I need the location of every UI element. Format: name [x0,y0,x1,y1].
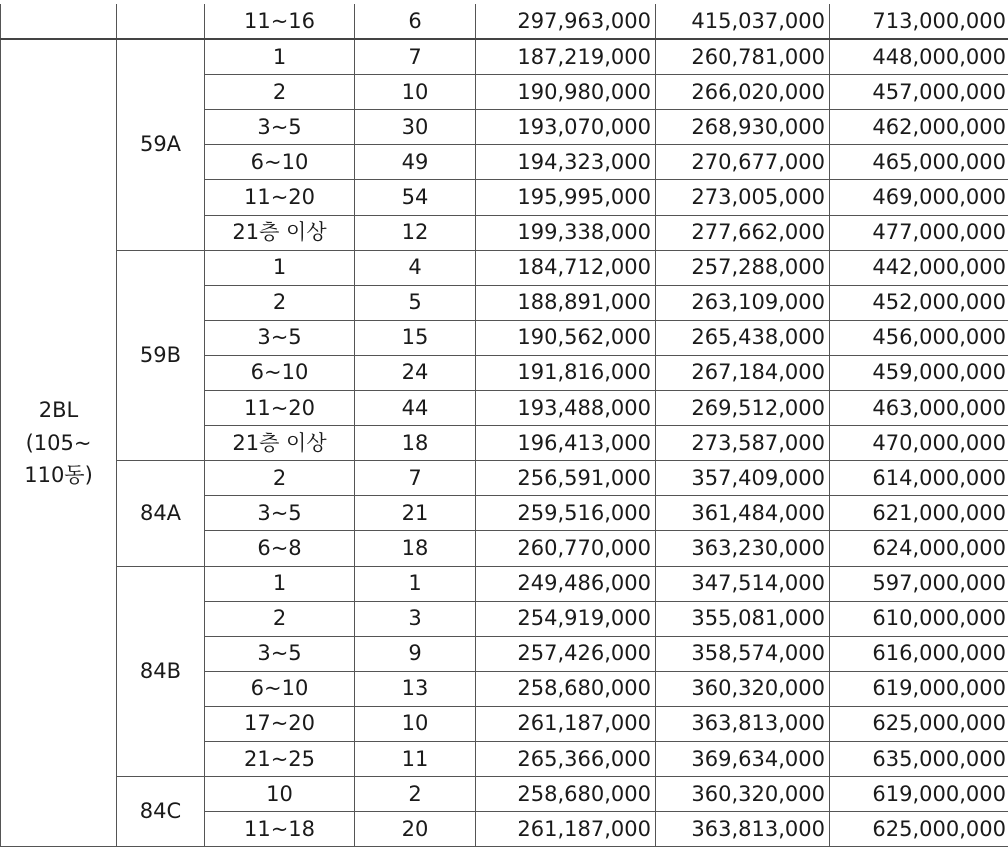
floor-cell: 2 [205,601,355,636]
total-price-cell: 469,000,000 [830,180,1008,215]
price-table [0,4,1008,847]
total-price-cell: 462,000,000 [830,110,1008,145]
units-cell: 13 [355,671,476,706]
land-price-cell: 261,187,000 [476,812,656,847]
units-cell: 20 [355,812,476,847]
total-price-cell: 625,000,000 [830,706,1008,741]
total-price-cell: 619,000,000 [830,671,1008,706]
units-cell: 44 [355,391,476,426]
building-price-cell: 363,230,000 [656,531,830,566]
unit-type-cell: 84C [117,777,205,847]
land-price-cell: 260,770,000 [476,531,656,566]
building-price-cell: 257,288,000 [656,250,830,285]
land-price-cell: 257,426,000 [476,636,656,671]
table-row [1,4,1008,39]
land-price-cell: 254,919,000 [476,601,656,636]
floor-cell: 11~20 [205,180,355,215]
units-cell: 1 [355,566,476,601]
land-price-cell: 199,338,000 [476,215,656,250]
units-cell: 9 [355,636,476,671]
building-price-cell: 360,320,000 [656,671,830,706]
total-price-cell: 459,000,000 [830,355,1008,390]
land-price-cell: 265,366,000 [476,741,656,776]
floor-cell: 6~10 [205,355,355,390]
building-price-cell: 277,662,000 [656,215,830,250]
units-cell: 3 [355,601,476,636]
unit-type-cell: 59B [117,250,205,461]
building-price-cell: 360,320,000 [656,777,830,812]
total-price-cell: 465,000,000 [830,145,1008,180]
building-price-cell: 369,634,000 [656,741,830,776]
block-name-line: (105~ [25,430,92,455]
unit-type-cell: 84B [117,566,205,777]
total-price-cell: 713,000,000 [830,4,1008,39]
table-row [1,39,1008,75]
units-cell: 4 [355,250,476,285]
building-price-cell: 363,813,000 [656,706,830,741]
land-price-cell: 195,995,000 [476,180,656,215]
units-cell: 6 [355,4,476,39]
table-row [1,777,1008,812]
floor-cell: 21층 이상 [205,215,355,250]
total-price-cell: 457,000,000 [830,75,1008,110]
land-price-cell: 297,963,000 [476,4,656,39]
total-price-cell: 456,000,000 [830,320,1008,355]
units-cell: 18 [355,426,476,461]
building-price-cell: 347,514,000 [656,566,830,601]
total-price-cell: 610,000,000 [830,601,1008,636]
floor-cell: 6~10 [205,671,355,706]
total-price-cell: 597,000,000 [830,566,1008,601]
units-cell: 21 [355,496,476,531]
block-name-line: 110동) [24,463,93,488]
floor-cell: 6~10 [205,145,355,180]
building-price-cell: 260,781,000 [656,39,830,75]
building-price-cell: 267,184,000 [656,355,830,390]
land-price-cell: 188,891,000 [476,285,656,320]
building-price-cell: 358,574,000 [656,636,830,671]
land-price-cell: 249,486,000 [476,566,656,601]
land-price-cell: 193,488,000 [476,391,656,426]
unit-type-cell: 84A [117,461,205,566]
total-price-cell: 470,000,000 [830,426,1008,461]
building-price-cell: 270,677,000 [656,145,830,180]
total-price-cell: 619,000,000 [830,777,1008,812]
block-name-cell [1,39,117,847]
land-price-cell: 194,323,000 [476,145,656,180]
unit-type-cell: 59A [117,39,205,250]
units-cell: 10 [355,706,476,741]
table-row [1,250,1008,285]
units-cell: 7 [355,39,476,75]
land-price-cell: 190,562,000 [476,320,656,355]
total-price-cell: 477,000,000 [830,215,1008,250]
total-price-cell: 625,000,000 [830,812,1008,847]
floor-cell: 17~20 [205,706,355,741]
table-row [1,566,1008,601]
building-price-cell: 269,512,000 [656,391,830,426]
floor-cell: 2 [205,75,355,110]
units-cell: 49 [355,145,476,180]
units-cell: 30 [355,110,476,145]
block-cell-empty [1,4,117,39]
floor-cell: 11~20 [205,391,355,426]
floor-cell: 1 [205,250,355,285]
floor-cell: 11~16 [205,4,355,39]
total-price-cell: 442,000,000 [830,250,1008,285]
total-price-cell: 614,000,000 [830,461,1008,496]
total-price-cell: 635,000,000 [830,741,1008,776]
table-row [1,461,1008,496]
floor-cell: 3~5 [205,320,355,355]
units-cell: 5 [355,285,476,320]
land-price-cell: 184,712,000 [476,250,656,285]
total-price-cell: 624,000,000 [830,531,1008,566]
units-cell: 24 [355,355,476,390]
units-cell: 54 [355,180,476,215]
floor-cell: 6~8 [205,531,355,566]
building-price-cell: 266,020,000 [656,75,830,110]
building-price-cell: 273,005,000 [656,180,830,215]
floor-cell: 3~5 [205,636,355,671]
total-price-cell: 616,000,000 [830,636,1008,671]
floor-cell: 2 [205,285,355,320]
land-price-cell: 256,591,000 [476,461,656,496]
building-price-cell: 355,081,000 [656,601,830,636]
building-price-cell: 361,484,000 [656,496,830,531]
block-body [1,39,1008,847]
floor-cell: 3~5 [205,110,355,145]
floor-cell: 1 [205,566,355,601]
building-price-cell: 265,438,000 [656,320,830,355]
floor-cell: 2 [205,461,355,496]
floor-cell: 21층 이상 [205,426,355,461]
floor-cell: 21~25 [205,741,355,776]
units-cell: 2 [355,777,476,812]
floor-cell: 11~18 [205,812,355,847]
land-price-cell: 193,070,000 [476,110,656,145]
units-cell: 18 [355,531,476,566]
building-price-cell: 363,813,000 [656,812,830,847]
total-price-cell: 463,000,000 [830,391,1008,426]
building-price-cell: 268,930,000 [656,110,830,145]
land-price-cell: 259,516,000 [476,496,656,531]
units-cell: 7 [355,461,476,496]
land-price-cell: 196,413,000 [476,426,656,461]
land-price-cell: 258,680,000 [476,671,656,706]
floor-cell: 3~5 [205,496,355,531]
total-price-cell: 448,000,000 [830,39,1008,75]
floor-cell: 10 [205,777,355,812]
building-price-cell: 415,037,000 [656,4,830,39]
total-price-cell: 621,000,000 [830,496,1008,531]
land-price-cell: 261,187,000 [476,706,656,741]
land-price-cell: 190,980,000 [476,75,656,110]
total-price-cell: 452,000,000 [830,285,1008,320]
units-cell: 10 [355,75,476,110]
type-cell-empty [117,4,205,39]
land-price-cell: 187,219,000 [476,39,656,75]
units-cell: 12 [355,215,476,250]
building-price-cell: 263,109,000 [656,285,830,320]
units-cell: 11 [355,741,476,776]
units-cell: 15 [355,320,476,355]
land-price-cell: 258,680,000 [476,777,656,812]
floor-cell: 1 [205,39,355,75]
building-price-cell: 273,587,000 [656,426,830,461]
building-price-cell: 357,409,000 [656,461,830,496]
land-price-cell: 191,816,000 [476,355,656,390]
block-name-line: 2BL [38,398,79,423]
